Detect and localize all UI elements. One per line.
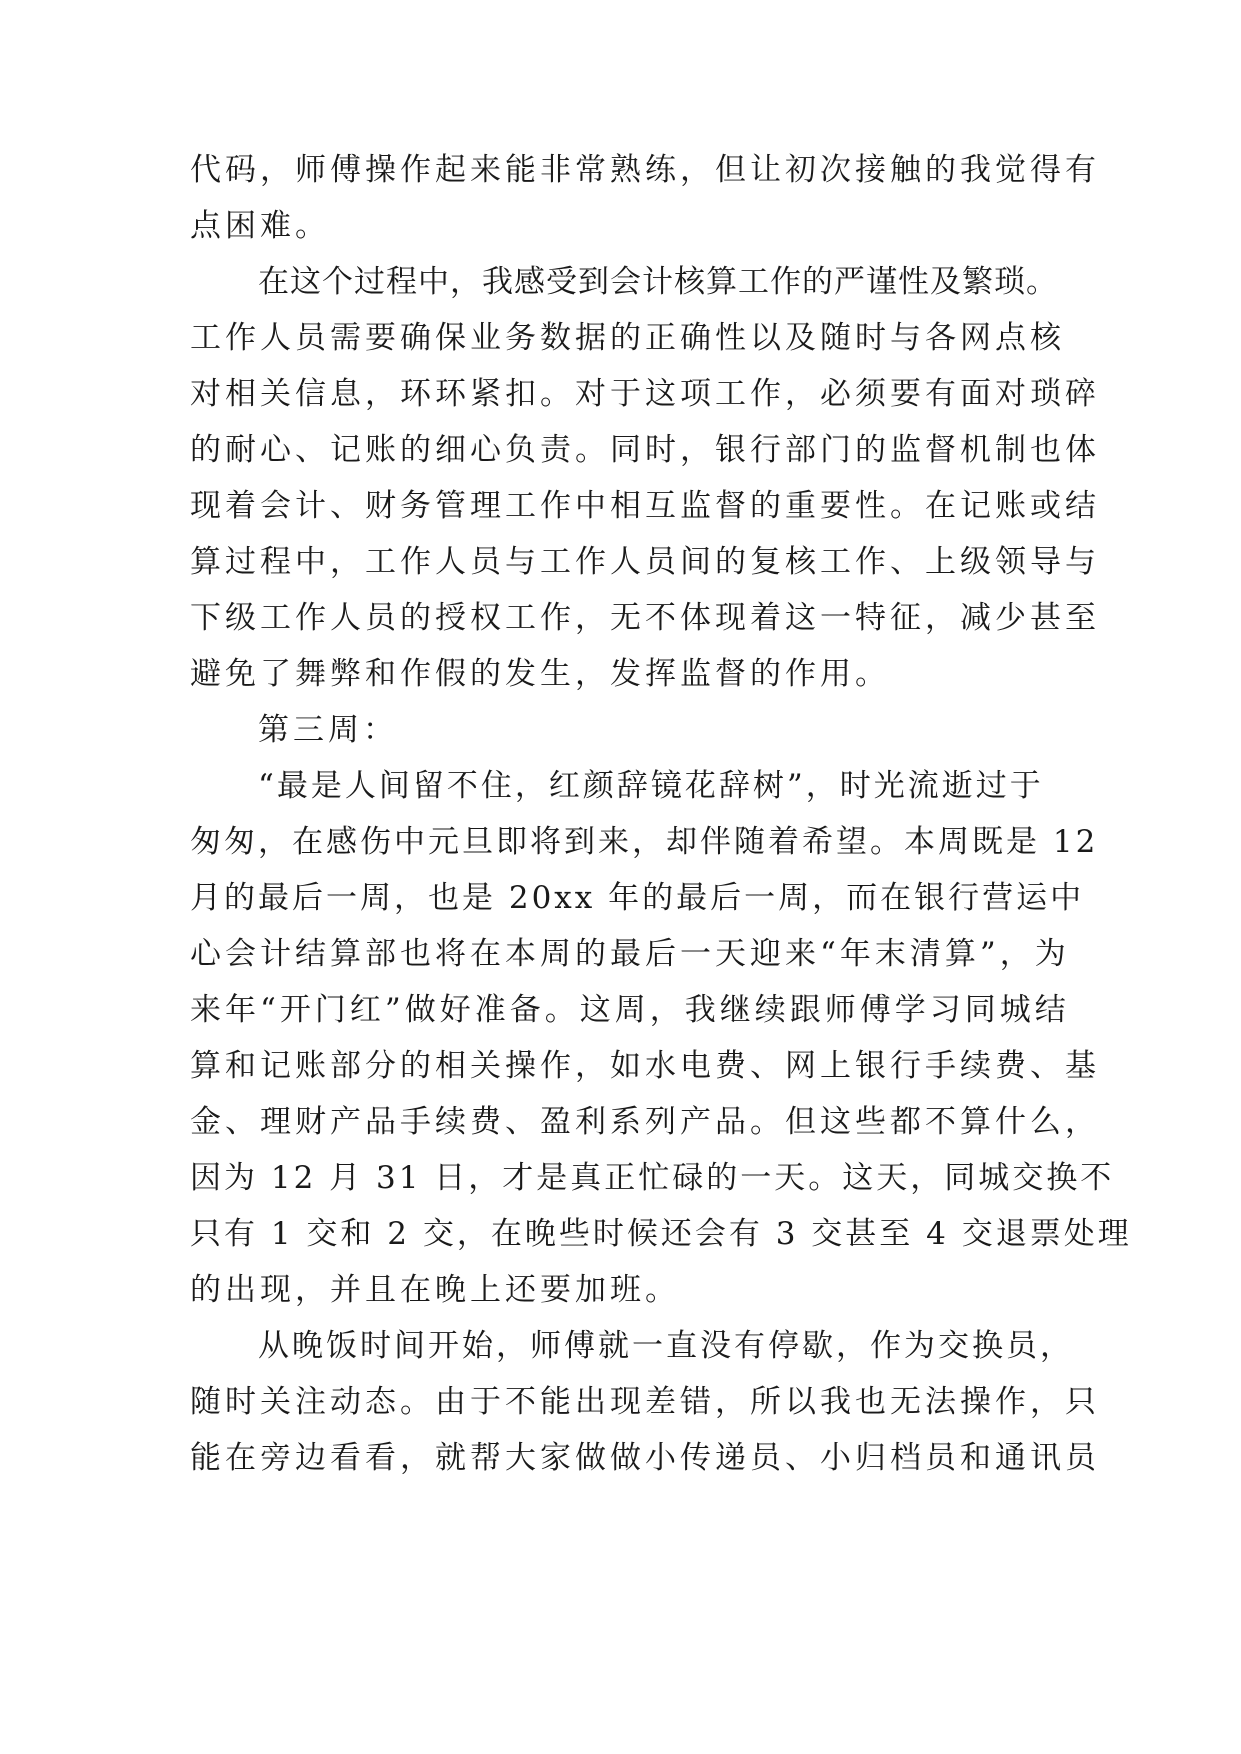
text-line: 算和记账部分的相关操作，如水电费、网上银行手续费、基 — [190, 1048, 1100, 1084]
text-line: 因为 12 月 31 日，才是真正忙碌的一天。这天，同城交换不 — [190, 1160, 1115, 1196]
text-line: 现着会计、财务管理工作中相互监督的重要性。在记账或结 — [190, 488, 1100, 524]
text-line: 只有 1 交和 2 交，在晚些时候还会有 3 交甚至 4 交退票处理 — [190, 1216, 1132, 1252]
section-heading: 第三周： — [258, 712, 398, 748]
paragraph-first-line: 在这个过程中，我感受到会计核算工作的严谨性及繁琐。 — [258, 264, 1058, 300]
paragraph-first-line: 从晚饭时间开始，师傅就一直没有停歇，作为交换员， — [258, 1328, 1074, 1364]
text-line: 代码，师傅操作起来能非常熟练，但让初次接触的我觉得有 — [190, 152, 1100, 188]
text-line: 的耐心、记账的细心负责。同时，银行部门的监督机制也体 — [190, 432, 1100, 468]
text-line: 下级工作人员的授权工作，无不体现着这一特征，减少甚至 — [190, 600, 1100, 636]
text-line: 避免了舞弊和作假的发生，发挥监督的作用。 — [190, 656, 890, 692]
text-line: 工作人员需要确保业务数据的正确性以及随时与各网点核 — [190, 320, 1065, 356]
text-line: 能在旁边看看，就帮大家做做小传递员、小归档员和通讯员 — [190, 1440, 1100, 1476]
text-line: 匆匆，在感伤中元旦即将到来，却伴随着希望。本周既是 12 — [190, 824, 1099, 860]
text-line: 算过程中，工作人员与工作人员间的复核工作、上级领导与 — [190, 544, 1100, 580]
text-line: 月的最后一周，也是 20xx 年的最后一周，而在银行营运中 — [190, 880, 1085, 916]
text-line: 的出现，并且在晚上还要加班。 — [190, 1272, 680, 1308]
text-line: 来年“开门红”做好准备。这周，我继续跟师傅学习同城结 — [190, 992, 1070, 1028]
text-line: 点困难。 — [190, 208, 330, 244]
text-line: 心会计结算部也将在本周的最后一天迎来“年末清算”，为 — [190, 936, 1070, 972]
text-line: 随时关注动态。由于不能出现差错，所以我也无法操作，只 — [190, 1384, 1100, 1420]
text-line: 金、理财产品手续费、盈利系列产品。但这些都不算什么， — [190, 1104, 1100, 1140]
paragraph-first-line: “最是人间留不住，红颜辞镜花辞树”，时光流逝过于 — [258, 768, 1044, 804]
text-line: 对相关信息，环环紧扣。对于这项工作，必须要有面对琐碎 — [190, 376, 1100, 412]
